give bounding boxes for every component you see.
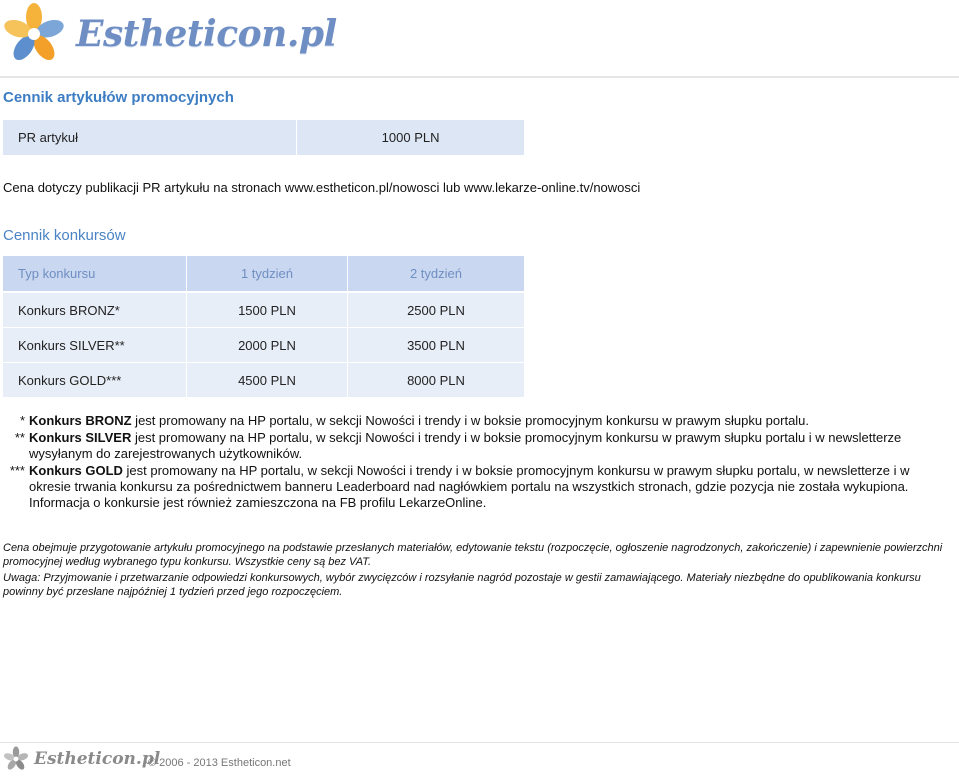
footnote-mark: ** (14, 430, 25, 445)
copyright-text: © 2006 - 2013 Estheticon.net (148, 757, 291, 769)
promo-item-label: PR artykuł (3, 120, 297, 155)
page-footer (0, 742, 959, 776)
contest-price-table (3, 256, 525, 398)
footnote-mark: * (19, 413, 25, 428)
table-row (3, 293, 525, 328)
footnote-name: Konkurs BRONZ (29, 413, 132, 428)
price-cell: 4500 PLN (187, 363, 348, 398)
footnote-text: jest promowany na HP portalu, w sekcji Nowości i trendy i w boksie promocyjnym konkursu w prawym słupku portalu, w newsletterze i w okresie trwania konkursu za pośrednictwem banneru Leaderboard nad nagłówkiem portalu na wszystkich stronach, gdzie pozycja nie została wykupiona. Informacja o konkursie jest również zamieszczona na FB profilu LekarzeOnline. (29, 463, 910, 510)
price-info-note: Cena obejmuje przygotowanie artykułu promocyjnego na podstawie przesłanych materiałów, edytowanie tekstu (rozpoczęcie, ogłoszenie nagrodzonych, zakończenie) i zapewnienie powierzchni promocyjnej według wybranego typu konkursu. Wszystkie ceny są bez VAT. (3, 542, 943, 568)
footnote-text: jest promowany na HP portalu, w sekcji Nowości i trendy i w boksie promocyjnym konkursu w prawym słupku portalu. (131, 413, 810, 428)
contest-type-cell: Konkurs GOLD*** (3, 363, 187, 398)
header-divider (0, 76, 959, 78)
brand-name: Estheticon.pl (76, 13, 337, 55)
table-row (3, 328, 525, 363)
promo-item-price: 1000 PLN (297, 120, 525, 155)
column-header-type: Typ konkursu (3, 256, 187, 293)
column-header-week1: 1 tydzień (187, 256, 348, 293)
table-row (3, 120, 525, 155)
footnote-gold (3, 463, 953, 511)
contest-footnotes (3, 413, 953, 512)
brand-logo[interactable] (2, 2, 337, 66)
table-header-row (3, 256, 525, 293)
footer-logo[interactable] (3, 746, 160, 772)
footnote-name: Konkurs GOLD (29, 463, 123, 478)
footnote-text: jest promowany na HP portalu, w sekcji Nowości i trendy i w boksie promocyjnym konkursu w prawym słupku portalu i w newsletterze wysyłanym do zarejestrowanych użytkowników. (29, 430, 902, 461)
flower-logo-icon (2, 2, 66, 66)
promo-price-table (3, 120, 525, 155)
price-cell: 1500 PLN (187, 293, 348, 328)
warning-note: Uwaga: Przyjmowanie i przetwarzanie odpowiedzi konkursowych, wybór zwycięzców i rozsyłanie nagród pozostaje w gestii zamawiającego. Materiały niezbędne do opublikowania konkursu powinny być przesłane najpóźniej 1 tydzień przed jego rozpoczęciem. (3, 572, 921, 598)
page-header (0, 0, 959, 78)
footer-divider (0, 742, 959, 743)
table-row (3, 363, 525, 398)
contest-price-title: Cennik konkursów (3, 227, 126, 244)
price-cell: 8000 PLN (348, 363, 525, 398)
contest-type-cell: Konkurs BRONZ* (3, 293, 187, 328)
price-cell: 2500 PLN (348, 293, 525, 328)
footnote-silver (3, 430, 953, 462)
contest-type-cell: Konkurs SILVER** (3, 328, 187, 363)
footer-brand-name: Estheticon.pl (34, 749, 161, 769)
promo-note: Cena dotyczy publikacji PR artykułu na stronach www.estheticon.pl/nowosci lub www.lekarze-online.tv/nowosci (3, 180, 641, 195)
promo-price-title: Cennik artykułów promocyjnych (3, 89, 234, 106)
price-cell: 3500 PLN (348, 328, 525, 363)
flower-logo-icon (3, 746, 29, 772)
footnote-bronz (3, 413, 953, 429)
price-cell: 2000 PLN (187, 328, 348, 363)
footnote-mark: *** (9, 463, 25, 478)
footnote-name: Konkurs SILVER (29, 430, 132, 445)
column-header-week2: 2 tydzień (348, 256, 525, 293)
